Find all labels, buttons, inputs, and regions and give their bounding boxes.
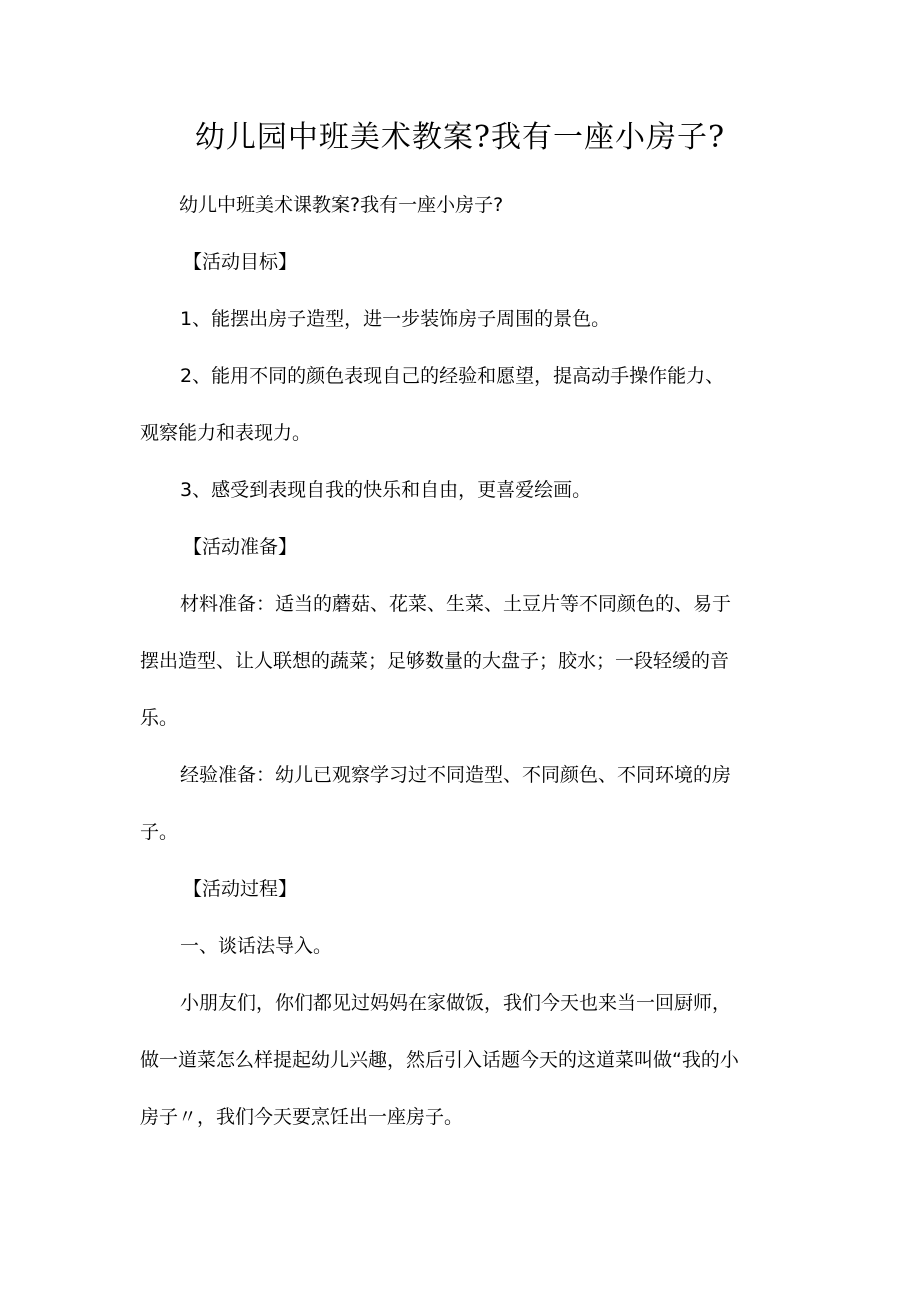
paragraph-line: 房子〃，我们今天要烹饪出一座房子。	[140, 1106, 464, 1128]
section-heading-process: 【活动过程】	[183, 878, 298, 900]
paragraph-line: 材料准备：适当的蘑菇、花菜、生菜、土豆片等不同颜色的、易于	[180, 593, 732, 615]
paragraph-line: 一、谈话法导入。	[180, 935, 333, 957]
paragraph-line: 观察能力和表现力。	[140, 422, 312, 444]
paragraph-line: 乐。	[140, 707, 179, 729]
section-heading-goals: 【活动目标】	[183, 251, 298, 273]
section-heading-preparation: 【活动准备】	[183, 536, 298, 558]
paragraph-line: 经验准备：幼儿已观察学习过不同造型、不同颜色、不同环境的房	[180, 764, 732, 786]
paragraph-line: 1、能摆出房子造型，进一步装饰房子周围的景色。	[180, 308, 611, 330]
paragraph-line: 做一道菜怎么样提起幼儿兴趣，然后引入话题今天的这道菜叫做“我的小	[140, 1049, 739, 1071]
document-title: 幼儿园中班美术教案?我有一座小房子?	[194, 120, 726, 155]
paragraph-line: 摆出造型、让人联想的蔬菜；足够数量的大盘子；胶水；一段轻缓的音	[140, 650, 730, 672]
paragraph-line: 子。	[140, 821, 179, 843]
paragraph-line: 小朋友们，你们都见过妈妈在家做饭，我们今天也来当一回厨师，	[180, 992, 732, 1014]
paragraph-line: 2、能用不同的颜色表现自己的经验和愿望，提高动手操作能力、	[180, 365, 725, 387]
paragraph-line: 3、感受到表现自我的快乐和自由，更喜爱绘画。	[180, 479, 592, 501]
paragraph-subtitle: 幼儿中班美术课教案?我有一座小房子?	[179, 194, 504, 216]
